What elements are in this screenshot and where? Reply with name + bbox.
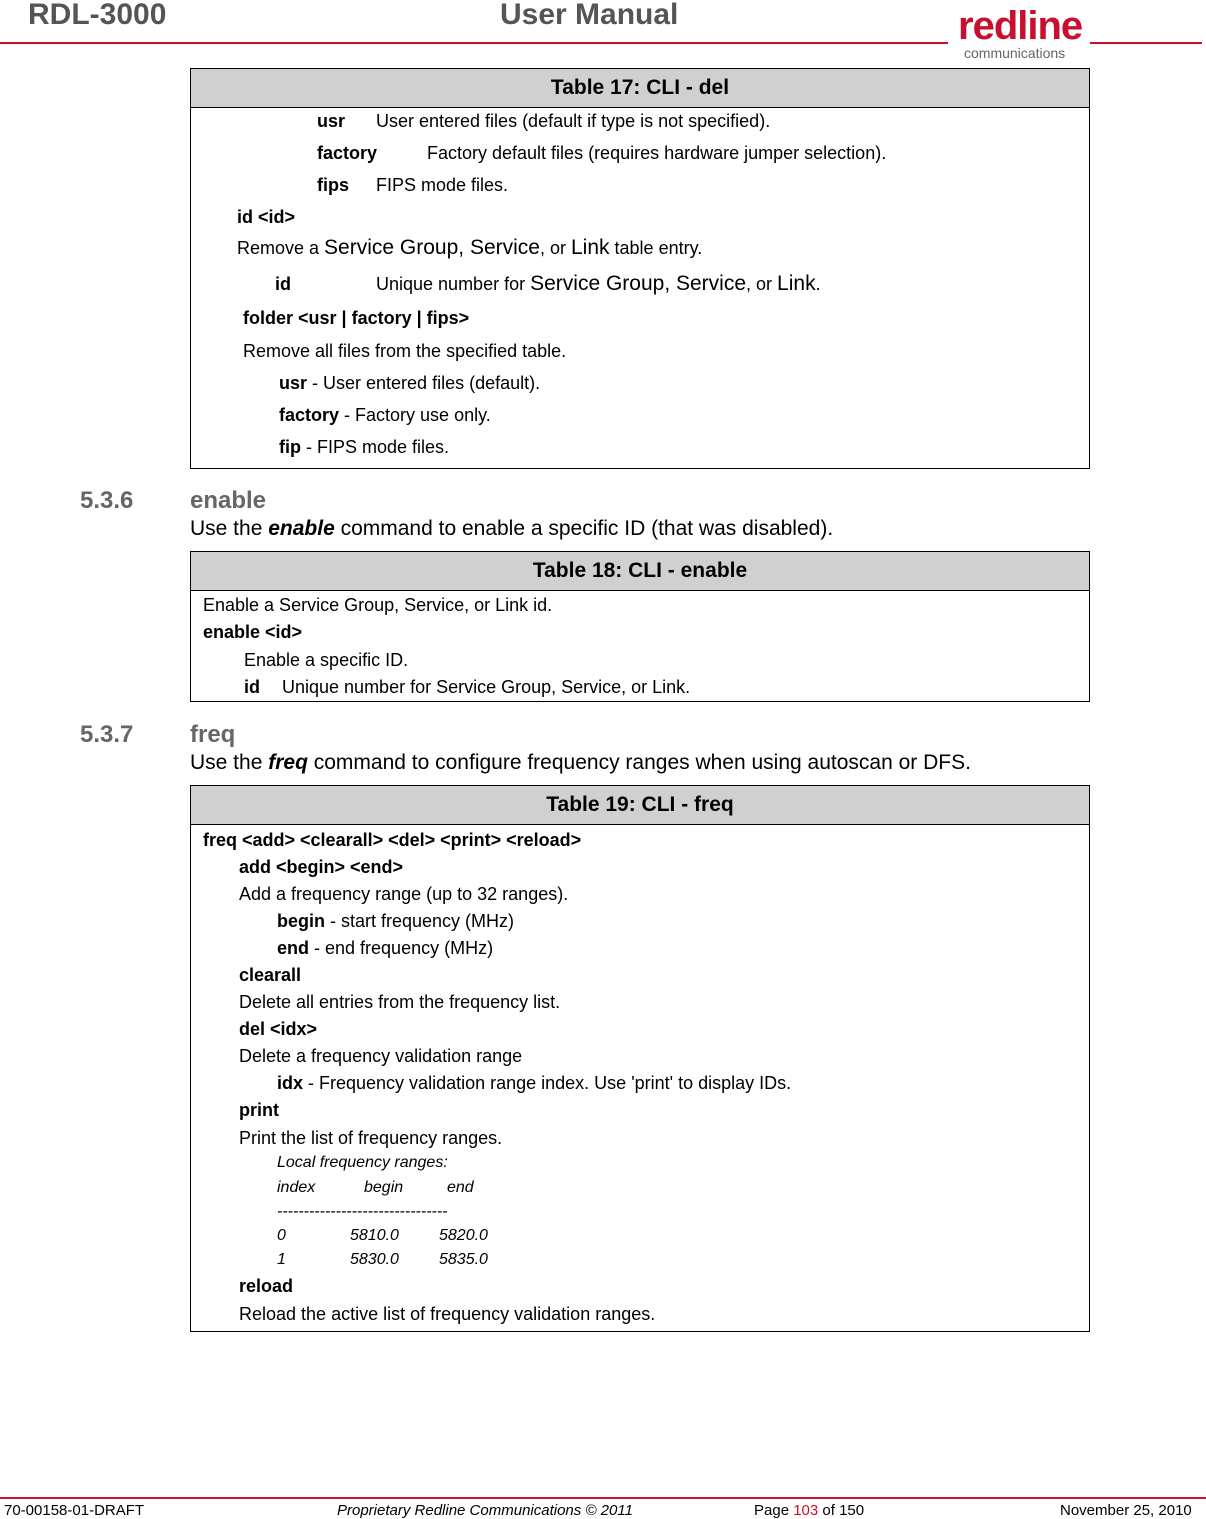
example-rule: --------------------------------: [277, 1203, 448, 1220]
term: id: [244, 677, 260, 697]
example-row-end: 5835.0: [439, 1251, 488, 1268]
page-number: 103: [793, 1502, 819, 1519]
example-title: Local frequency ranges:: [277, 1154, 448, 1171]
section-intro: Use the enable command to enable a specific ID (that was disabled).: [190, 517, 834, 540]
command-syntax: clearall: [239, 965, 302, 985]
example-row-end: 5820.0: [439, 1227, 488, 1244]
description: User entered files (default if type is not specified).: [376, 111, 771, 131]
term: id: [275, 274, 291, 294]
header-rule-left: [0, 42, 948, 44]
example-row-begin: 5830.0: [350, 1251, 399, 1268]
term: fips: [317, 175, 350, 195]
footer-rule: [0, 1497, 1206, 1499]
option-line: usr - User entered files (default).: [279, 373, 541, 393]
command-syntax: reload: [239, 1276, 294, 1296]
option-line: fip - FIPS mode files.: [279, 437, 450, 457]
description: Remove all files from the specified table.: [243, 341, 567, 361]
description: Remove a Service Group, Service, or Link table entry.: [237, 236, 703, 259]
option-line: begin - start frequency (MHz): [277, 911, 515, 931]
command-syntax: del <idx>: [239, 1019, 318, 1039]
option-line: end - end frequency (MHz): [277, 938, 494, 958]
description: Enable a Service Group, Service, or Link id.: [203, 595, 553, 615]
section-intro: Use the freq command to configure frequency ranges when using autoscan or DFS.: [190, 751, 971, 774]
description: Unique number for Service Group, Service, or Link.: [282, 677, 691, 697]
section-title: enable: [190, 487, 267, 514]
footer-copyright: Proprietary Redline Communications © 2011: [337, 1502, 633, 1519]
example-header-index: index: [277, 1179, 316, 1196]
description: Delete all entries from the frequency list.: [239, 992, 561, 1012]
section-title: freq: [190, 721, 236, 748]
header-rule-right: [1090, 42, 1202, 44]
command-syntax: print: [239, 1100, 279, 1120]
example-row-index: 0: [277, 1227, 286, 1244]
table-cli-del: [190, 68, 1090, 469]
term: usr: [317, 111, 346, 131]
footer-date: November 25, 2010: [1060, 1502, 1192, 1519]
term: factory: [317, 143, 378, 163]
command-syntax: folder <usr | factory | fips>: [243, 308, 470, 328]
command-syntax: add <begin> <end>: [239, 857, 404, 877]
example-row-index: 1: [277, 1251, 286, 1268]
description: Unique number for Service Group, Service, or Link.: [376, 272, 821, 295]
description: Add a frequency range (up to 32 ranges).: [239, 884, 569, 904]
table-cli-freq: [190, 785, 1090, 1332]
logo-wordmark: redline: [958, 4, 1083, 48]
description: Enable a specific ID.: [244, 650, 409, 670]
description: Print the list of frequency ranges.: [239, 1128, 503, 1148]
section-number: 5.3.6: [80, 487, 134, 514]
example-header-begin: begin: [364, 1179, 404, 1196]
section-number: 5.3.7: [80, 721, 134, 748]
header-doc-name: RDL-3000: [28, 0, 167, 31]
example-row-begin: 5810.0: [350, 1227, 399, 1244]
logo-subtitle: communications: [964, 45, 1066, 61]
table-cli-enable: [190, 551, 1090, 702]
footer-page: Page 103 of 150: [754, 1502, 865, 1519]
description: Reload the active list of frequency validation ranges.: [239, 1304, 656, 1324]
description: FIPS mode files.: [376, 175, 509, 195]
command-syntax: id <id>: [237, 207, 296, 227]
redline-logo: [958, 4, 1088, 62]
footer-doc-number: 70-00158-01-DRAFT: [4, 1502, 145, 1519]
description: Delete a frequency validation range: [239, 1046, 523, 1066]
example-header-end: end: [447, 1179, 474, 1196]
table-caption: Table 17: CLI - del: [191, 69, 1090, 108]
option-line: idx - Frequency validation range index. Use 'print' to display IDs.: [277, 1073, 792, 1093]
header-title: User Manual: [500, 0, 679, 31]
table-caption: Table 19: CLI - freq: [191, 786, 1090, 825]
table-caption: Table 18: CLI - enable: [191, 552, 1090, 591]
command-syntax: enable <id>: [203, 622, 303, 642]
option-line: factory - Factory use only.: [279, 405, 491, 425]
command-syntax: freq <add> <clearall> <del> <print> <reload>: [203, 830, 582, 850]
description: Factory default files (requires hardware jumper selection).: [427, 143, 887, 163]
